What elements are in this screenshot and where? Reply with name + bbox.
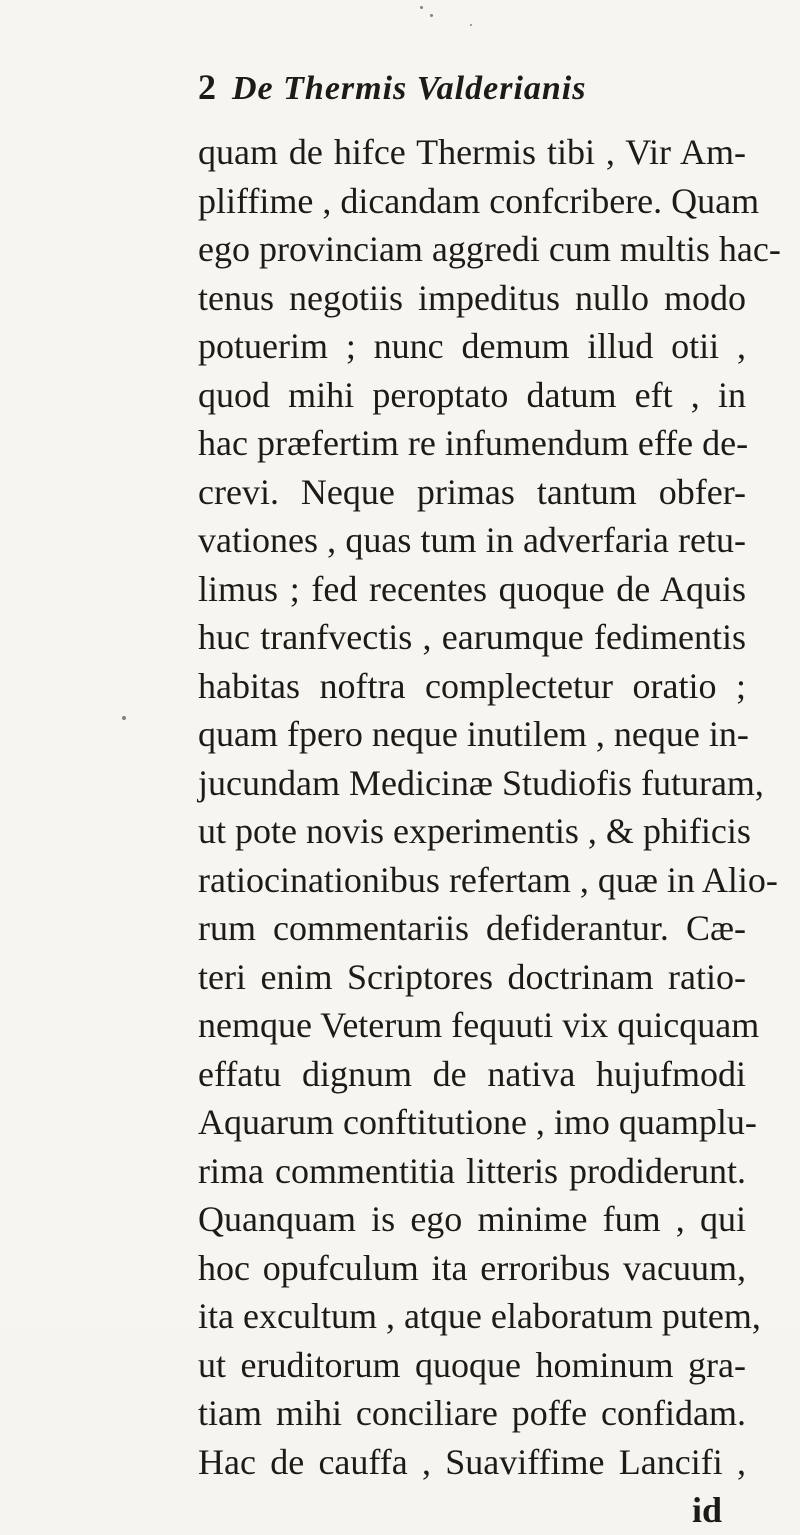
text-line: quod mihi peroptato datum eft , in bbox=[198, 374, 746, 415]
ink-speck bbox=[420, 6, 423, 9]
text-line: hac præfertim re infumendum effe de- bbox=[198, 423, 749, 463]
text-line: ego provinciam aggredi cum multis hac- bbox=[198, 229, 781, 269]
ink-speck bbox=[122, 716, 126, 720]
text-line: rima commentitia litteris prodiderunt. bbox=[198, 1150, 746, 1191]
text-line: tenus negotiis impeditus nullo modo bbox=[198, 277, 746, 318]
text-line: habitas noftra complectetur oratio ; bbox=[198, 665, 746, 706]
ink-speck bbox=[470, 24, 472, 26]
text-line: jucundam Medicinæ Studiofis futuram, bbox=[198, 762, 764, 803]
text-line: Hac de cauffa , Suaviffime Lancifi , bbox=[198, 1441, 746, 1482]
text-line: limus ; fed recentes quoque de Aquis bbox=[198, 568, 746, 609]
text-line: vationes , quas tum in adverfaria retu- bbox=[198, 520, 746, 560]
catchword: id bbox=[691, 1490, 722, 1530]
text-line: quam fpero neque inutilem , neque in- bbox=[198, 714, 749, 754]
text-line: nemque Veterum fequuti vix quicquam bbox=[198, 1005, 760, 1045]
text-line: potuerim ; nunc demum illud otii , bbox=[198, 326, 746, 366]
text-line: pliffime , dicandam confcribere. Quam bbox=[198, 180, 760, 221]
text-line: teri enim Scriptores doctrinam ratio- bbox=[198, 956, 746, 997]
text-line: ita excultum , atque elaboratum putem, bbox=[198, 1296, 761, 1336]
text-line: tiam mihi conciliare poffe confidam. bbox=[198, 1393, 746, 1433]
text-line: quam de hifce Thermis tibi , Vir Am- bbox=[198, 132, 746, 172]
text-line: huc tranfvectis , earumque fedimentis bbox=[198, 617, 746, 657]
text-line: crevi. Neque primas tantum obfer- bbox=[198, 471, 746, 512]
text-line: ut eruditorum quoque hominum gra- bbox=[198, 1344, 746, 1385]
text-line: hoc opufculum ita erroribus vacuum, bbox=[198, 1247, 746, 1288]
text-line: rum commentariis defiderantur. Cæ- bbox=[198, 908, 746, 948]
ink-speck bbox=[430, 14, 433, 17]
text-line: ratiocinationibus refertam , quæ in Alio- bbox=[198, 859, 778, 900]
text-line: effatu dignum de nativa hujufmodi bbox=[198, 1053, 746, 1094]
running-header bbox=[198, 66, 743, 114]
text-line: ut pote novis experimentis , & phificis bbox=[198, 811, 751, 851]
text-line: Quanquam is ego minime fum , qui bbox=[198, 1199, 746, 1239]
page-number: 2 bbox=[198, 67, 216, 107]
running-title: De Thermis Valderianis bbox=[232, 70, 587, 107]
text-line: Aquarum conftitutione , imo quamplu- bbox=[198, 1102, 757, 1142]
body-text bbox=[198, 128, 781, 1535]
